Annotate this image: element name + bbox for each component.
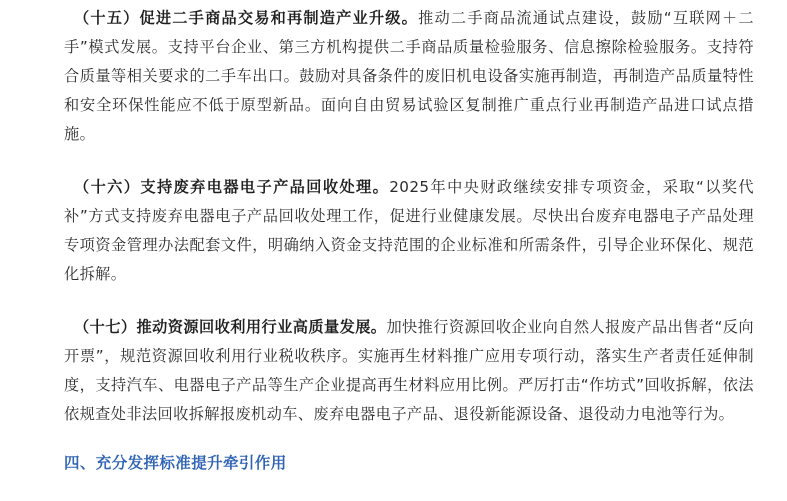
document-body: [64, 0, 754, 478]
paragraph-lead-15: （十五）促进二手商品交易和再制造产业升级。: [74, 9, 419, 27]
paragraph-item-16: [64, 173, 754, 289]
paragraph-lead-17: （十七）推动资源回收利用行业高质量发展。: [74, 318, 387, 336]
paragraph-item-17: [64, 313, 754, 429]
paragraph-item-15: [64, 0, 754, 149]
section-heading: 四、充分发挥标准提升牵引作用: [64, 454, 287, 472]
paragraph-text-16: 2025年中央财政继续安排专项资金，采取“以奖代补”方式支持废弃电器电子产品回收处理工作，促进行业健康发展。尽快出台废弃电器电子产品处理专项资金管理办法配套文件，明确纳入资金支持范围的企业标准和所需条件，引导企业环保化、规范化拆解。: [64, 178, 754, 283]
paragraph-text-17: 加快推行资源回收企业向自然人报废产品出售者“反向开票”，规范资源回收利用行业税收秩序。实施再生材料推广应用专项行动，落实生产者责任延伸制度，支持汽车、电器电子产品等生产企业提高再生材料应用比例。严厉打击“作坊式”回收拆解，依法依规查处非法回收拆解报废机动车、废弃电器电子产品、退役新能源设备、退役动力电池等行为。: [64, 318, 755, 423]
paragraph-lead-16: （十六）支持废弃电器电子产品回收处理。: [74, 178, 390, 196]
paragraph-text-15: 推动二手商品流通试点建设，鼓励“互联网＋二手”模式发展。支持平台企业、第三方机构提供二手商品质量检验服务、信息擦除检验服务。支持符合质量等相关要求的二手车出口。鼓励对具备条件的废旧机电设备实施再制造，再制造产品质量特性和安全环保性能应不低于原型新品。面向自由贸易试验区复制推广重点行业再制造产品进口试点措施。: [64, 9, 754, 143]
